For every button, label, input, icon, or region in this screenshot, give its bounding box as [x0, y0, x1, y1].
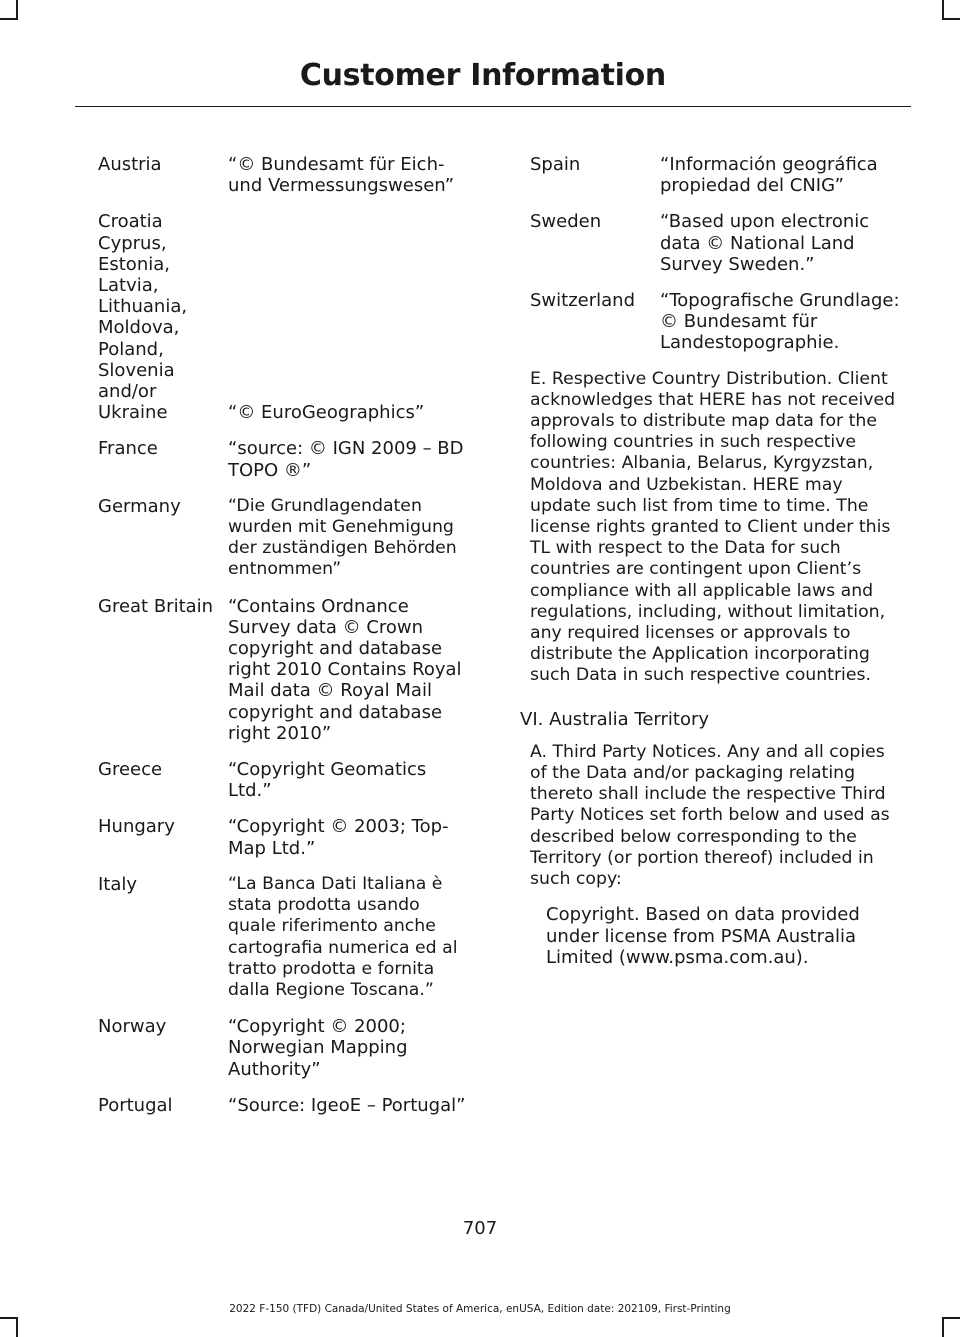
crop-mark	[942, 18, 960, 20]
third-party-notice: “Based upon electronic data © National Land Survey Sweden.”	[660, 211, 870, 275]
country-name: Greece	[98, 759, 163, 781]
footer-edition-text: 2022 F-150 (TFD) Canada/United States of America, enUSA, Edition date: 202109, First-Printing	[229, 1303, 731, 1315]
left-column	[98, 154, 470, 1131]
country-name: Norway	[98, 1016, 167, 1038]
country-name: Italy	[98, 873, 138, 895]
crop-mark	[0, 1317, 18, 1319]
third-party-notice: “Die Grundlagendaten wurden mit Genehmigung der zuständigen Behörden entnommen”	[228, 495, 457, 580]
country-name: Switzerland	[530, 290, 635, 312]
notice-row	[98, 1016, 470, 1080]
crop-mark	[0, 18, 18, 20]
country-name: France	[98, 438, 158, 460]
country-name: Austria	[98, 154, 162, 175]
third-party-notice: “© Bundesamt für Eich- und Vermessungswesen”	[228, 154, 455, 197]
crop-mark	[942, 1317, 960, 1319]
third-party-notice: “Copyright Geomatics Ltd.”	[228, 759, 427, 802]
country-name: Spain	[530, 154, 581, 175]
page-number: 707	[462, 1218, 498, 1239]
third-party-notices-paragraph: A. Third Party Notices. Any and all copies of the Data and/or packaging relating thereto shall include the respective Third Party Notices set forth below and used as described below corresponding to the Territory (or portion thereof) included in such copy:	[530, 741, 890, 890]
notice-row	[98, 496, 470, 581]
notice-row	[98, 596, 470, 744]
page-title: Customer Information	[299, 58, 666, 93]
notice-row	[98, 438, 470, 480]
notice-row	[509, 290, 901, 354]
third-party-notice: “Copyright © 2000; Norwegian Mapping Authority”	[228, 1016, 408, 1080]
third-party-notice: “La Banca Dati Italiana è stata prodotta usando quale riferimento anche cartografia numerica ed al tratto prodotta e fornita dalla Regione Toscana.”	[228, 873, 458, 1000]
third-party-notice: “Source: IgeoE – Portugal”	[228, 1094, 466, 1116]
country-name: Portugal	[98, 1094, 173, 1116]
country-name: Germany	[98, 495, 181, 517]
notice-row	[509, 154, 901, 196]
psma-copyright-paragraph: Copyright. Based on data provided under license from PSMA Australia Limited (www.psma.com.au).	[546, 904, 860, 968]
section-heading: VI. Australia Territory	[520, 708, 710, 730]
third-party-notice: “© EuroGeographics”	[228, 402, 425, 424]
title-divider	[75, 106, 911, 107]
notice-row	[509, 211, 901, 275]
distribution-paragraph: E. Respective Country Distribution. Client acknowledges that HERE has not received approvals to distribute map data for the following countries in such respective countries: Albania, Belarus, Kyrgyzstan, Moldova and Uzbekistan. HERE may update such list from time to time. The license rights granted to Client under this TL with respect to the Data for such countries are contingent upon Client’s compliance with all applicable laws and regulations, including, without limitation, any required licenses or approvals to distribute the Application incorporating such Data in such respective countries.	[530, 368, 896, 686]
notice-row	[98, 759, 470, 801]
crop-mark	[942, 1317, 944, 1337]
notice-row	[98, 816, 470, 858]
country-name: Hungary	[98, 816, 175, 838]
third-party-notice: “Copyright © 2003; Top-Map Ltd.”	[228, 816, 449, 859]
notice-row	[98, 154, 470, 196]
crop-mark	[16, 1317, 18, 1337]
crop-mark	[16, 0, 18, 20]
third-party-notice: “Topografische Grundlage: © Bundesamt für Landestopographie.	[660, 290, 900, 354]
crop-mark	[942, 0, 944, 20]
third-party-notice: “Información geográfica propiedad del CNIG”	[660, 154, 878, 197]
notice-row	[98, 211, 470, 423]
country-name: Croatia Cyprus, Estonia, Latvia, Lithuania, Moldova, Poland, Slovenia and/or Ukraine	[98, 211, 188, 424]
right-column	[509, 154, 901, 968]
country-name: Great Britain	[98, 595, 214, 617]
notice-row	[98, 874, 470, 1001]
third-party-notice: “source: © IGN 2009 – BD TOPO ®”	[228, 438, 464, 481]
third-party-notice: “Contains Ordnance Survey data © Crown copyright and database right 2010 Contains Royal Mail data © Royal Mail copyright and database right 2010”	[228, 595, 462, 744]
notice-row	[98, 1095, 470, 1116]
country-name: Sweden	[530, 211, 602, 233]
